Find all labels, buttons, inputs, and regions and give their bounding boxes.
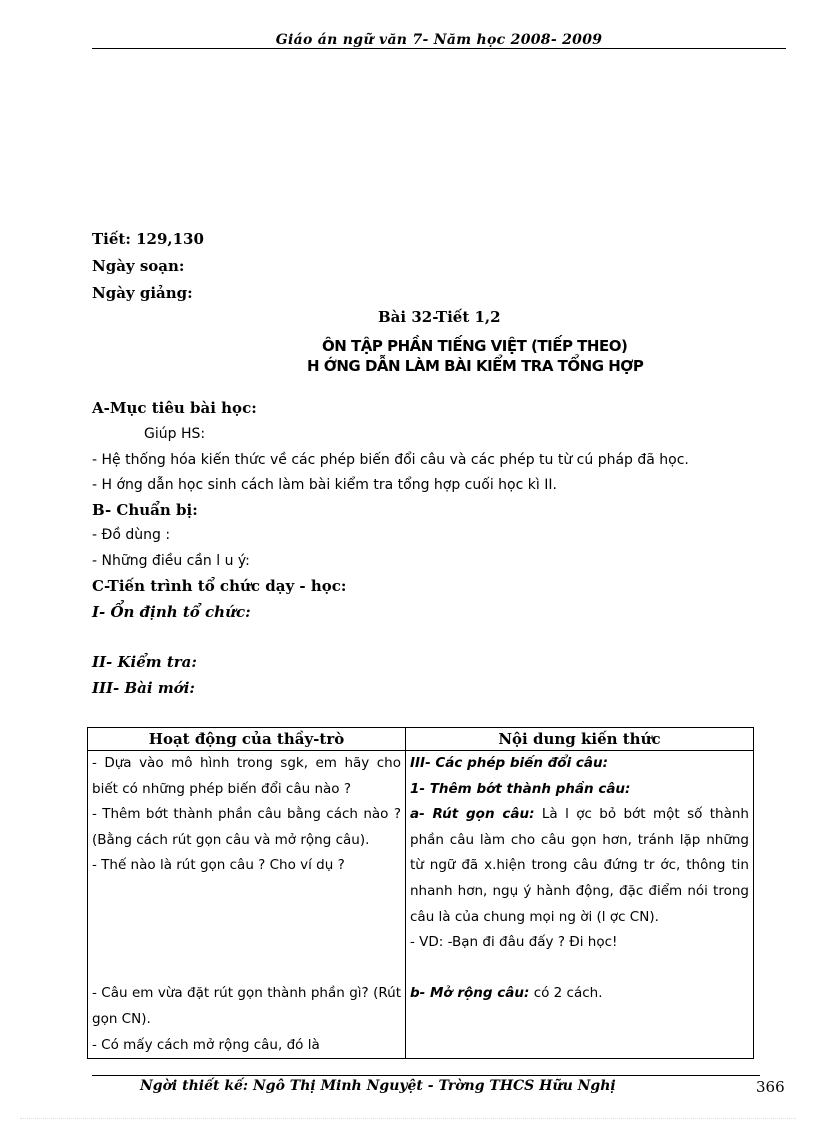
content-heading-2: 1- Thêm bớt thành phần câu:: [410, 780, 631, 797]
lesson-subtitle: Bài 32-Tiết 1,2: [378, 308, 501, 326]
content-mo-rong: [410, 981, 749, 1007]
section-a-item-2: - H ớng dẫn học sinh cách làm bài kiểm tra tổng hợp cuối học kì II.: [92, 477, 557, 493]
section-a-item-1: - Hệ thống hóa kiến thức về các phép biến đổi câu và các phép tu từ cú pháp đã học.: [92, 452, 689, 468]
mo-rong-text: có 2 cách.: [529, 985, 603, 1002]
section-b-item-2: - Những điều cần l u ý:: [92, 553, 250, 569]
rut-gon-text: Là l ợc bỏ bớt một số thành phần câu làm cho câu gọn hơn, tránh lặp những từ ngữ đã x.hiện trong câu đứng tr ớc, thông tin nhanh hơn, ngụ ý hành động, đặc điểm nói trong câu là của chung mọi ng ời (l ợc CN).: [410, 806, 749, 925]
page-header: Giáo án ngữ văn 7- Năm học 2008- 2009: [92, 32, 786, 49]
lesson-title-1: ÔN TẬP PHẦN TIẾNG VIỆT (TIẾP THEO): [322, 337, 628, 355]
section-a-intro: Giúp HS:: [144, 426, 206, 442]
prep-date: Ngày soạn:: [92, 257, 185, 275]
content-cell: [406, 751, 754, 1059]
lesson-table: [87, 727, 754, 1059]
page-bottom-dotted-line: [20, 1118, 796, 1119]
footer-author: Ngời thiết kế: Ngô Thị Minh Nguyệt - Trờng THCS Hữu Nghị: [140, 1078, 616, 1094]
lesson-title-2: H ỚNG DẪN LÀM BÀI KIỂM TRA TỔNG HỢP: [307, 357, 644, 375]
activity-5: - Có mấy cách mở rộng câu, đó là: [92, 1036, 320, 1053]
section-c-step-3: III- Bài mới:: [92, 679, 195, 697]
activity-1: - Dựa vào mô hình trong sgk, em hãy cho biết có những phép biến đổi câu nào ?: [92, 755, 401, 797]
rut-gon-label: a- Rút gọn câu:: [410, 806, 535, 823]
content-example: - VD: -Bạn đi đâu đấy ? Đi học!: [410, 934, 618, 951]
footer-rule: [92, 1075, 760, 1076]
section-c-step-2: II- Kiểm tra:: [92, 653, 197, 671]
section-a-heading: A-Mục tiêu bài học:: [92, 399, 257, 417]
table-header-activities: Hoạt động của thầy-trò: [88, 728, 406, 751]
activity-4: - Câu em vừa đặt rút gọn thành phần gì? (Rút gọn CN).: [92, 985, 401, 1027]
activity-3: - Thế nào là rút gọn câu ? Cho ví dụ ?: [92, 857, 345, 874]
content-heading-1: III- Các phép biến đổi câu:: [410, 755, 609, 771]
lesson-period: Tiết: 129,130: [92, 230, 204, 248]
section-b-heading: B- Chuẩn bị:: [92, 501, 198, 519]
section-b-item-1: - Đồ dùng :: [92, 527, 171, 543]
activities-cell: [88, 751, 406, 1059]
section-c-heading: C-Tiến trình tổ chức dạy - học:: [92, 577, 347, 595]
activity-2: - Thêm bớt thành phần câu bằng cách nào ? (Bằng cách rút gọn câu và mở rộng câu).: [92, 806, 401, 848]
table-header-content: Nội dung kiến thức: [406, 728, 754, 751]
page-number: 366: [756, 1078, 785, 1096]
teach-date: Ngày giảng:: [92, 284, 193, 302]
content-rut-gon: [410, 802, 749, 930]
mo-rong-label: b- Mở rộng câu:: [410, 985, 530, 1002]
section-c-step-1: I- Ổn định tổ chức:: [92, 603, 251, 621]
